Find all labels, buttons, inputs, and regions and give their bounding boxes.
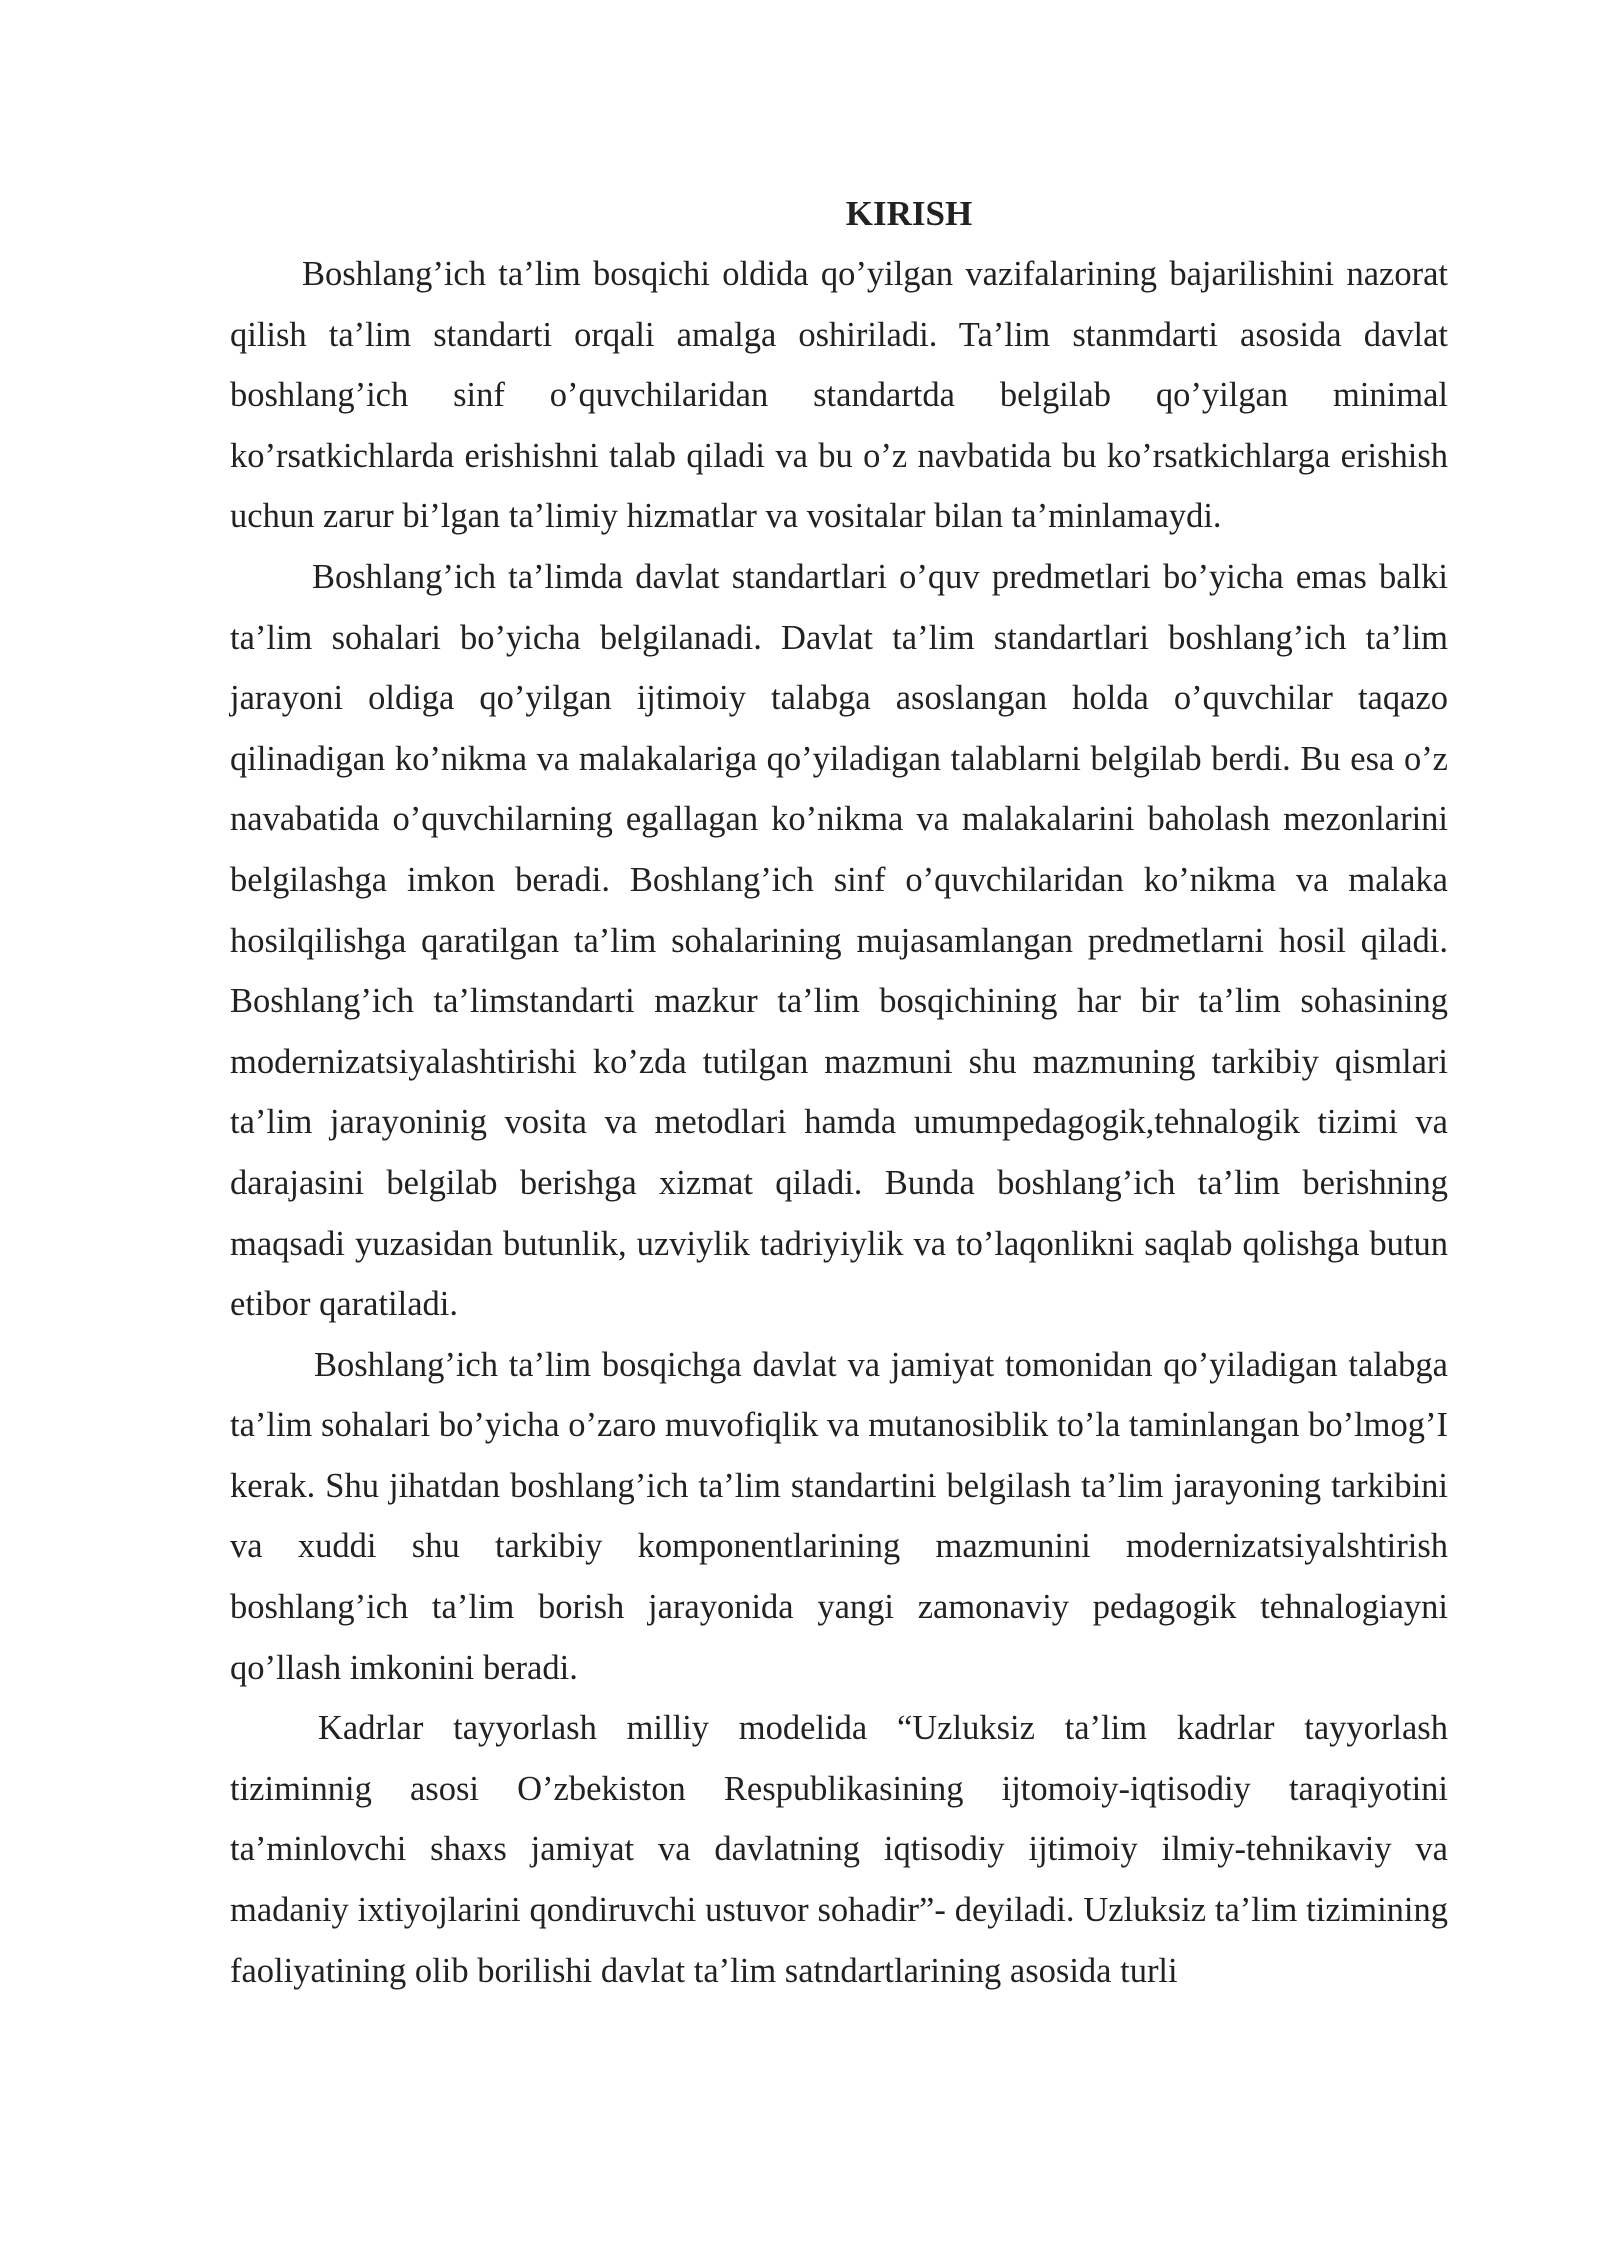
paragraph-3: Boshlang’ich ta’lim bosqichga davlat va jamiyat tomonidan qo’yiladigan talabga ta’lim sohalari bo’yicha o’zaro muvofiqlik va mutanosiblik to’la taminlangan bo’lmog’I kerak. Shu jihatdan boshlang’ich ta’lim standartini belgilash ta’lim jarayoning tarkibini va xuddi shu tarkibiy komponentlarining mazmunini modernizatsiyalshtirish boshlang’ich ta’lim borish jarayonida yangi zamonaviy pedagogik tehnalogiayni qo’llash imkonini beradi. (230, 1345, 1448, 1687)
paragraph-1: Boshlang’ich ta’lim bosqichi oldida qo’yilgan vazifalarining bajarilishini nazorat qilish ta’lim standarti orqali amalga oshiriladi. Ta’lim stanmdarti asosida davlat boshlang’ich sinf o’quvchilaridan standartda belgilab qo’yilgan minimal ko’rsatkichlarda erishishni talab qiladi va bu o’z navbatida bu ko’rsatkichlarga erishish uchun zarur bi’lgan ta’limiy hizmatlar va vositalar bilan ta’minlamaydi. (230, 255, 1448, 536)
document-body (230, 188, 1448, 2001)
paragraph-4: Kadrlar tayyorlash milliy modelida “Uzluksiz ta’lim kadrlar tayyorlash tiziminnig asosi O’zbekiston Respublikasining ijtomoiy-iqtisodiy taraqiyotini ta’minlovchi shaxs jamiyat va davlatning iqtisodiy ijtimoiy ilmiy-tehnikaviy va madaniy ixtiyojlarini qondiruvchi ustuvor sohadir”- deyiladi. Uzluksiz ta’lim tizimining faoliyatining olib borilishi davlat ta’lim satndartlarining asosida turli (230, 1709, 1448, 1990)
paragraph-2: Boshlang’ich ta’limda davlat standartlari o’quv predmetlari bo’yicha emas balki ta’lim sohalari bo’yicha belgilanadi. Davlat ta’lim standartlari boshlang’ich ta’lim jarayoni oldiga qo’yilgan ijtimoiy talabga asoslangan holda o’quvchilar taqazo qilinadigan ko’nikma va malakalariga qo’yiladigan talablarni belgilab berdi. Bu esa o’z navabatida o’quvchilarning egallagan ko’nikma va malakalarini baholash mezonlarini belgilashga imkon beradi. Boshlang’ich sinf o’quvchilaridan ko’nikma va malaka hosilqilishga qaratilgan ta’lim sohalarining mujasamlangan predmetlarni hosil qiladi. Boshlang’ich ta’limstandarti mazkur ta’lim bosqichining har bir ta’lim sohasining modernizatsiyalashtirishi ko’zda tutilgan mazmuni shu mazmuning tarkibiy qismlari ta’lim jarayoninig vosita va metodlari hamda umumpedagogik,tehnalogik tizimi va darajasini belgilab berishga xizmat qiladi. Bunda boshlang’ich ta’lim berishning maqsadi yuzasidan butunlik, uzviylik tadriyiylik va to’laqonlikni saqlab qolishga butun etibor qaratiladi. (230, 557, 1448, 1324)
page-title: KIRISH (845, 194, 973, 233)
